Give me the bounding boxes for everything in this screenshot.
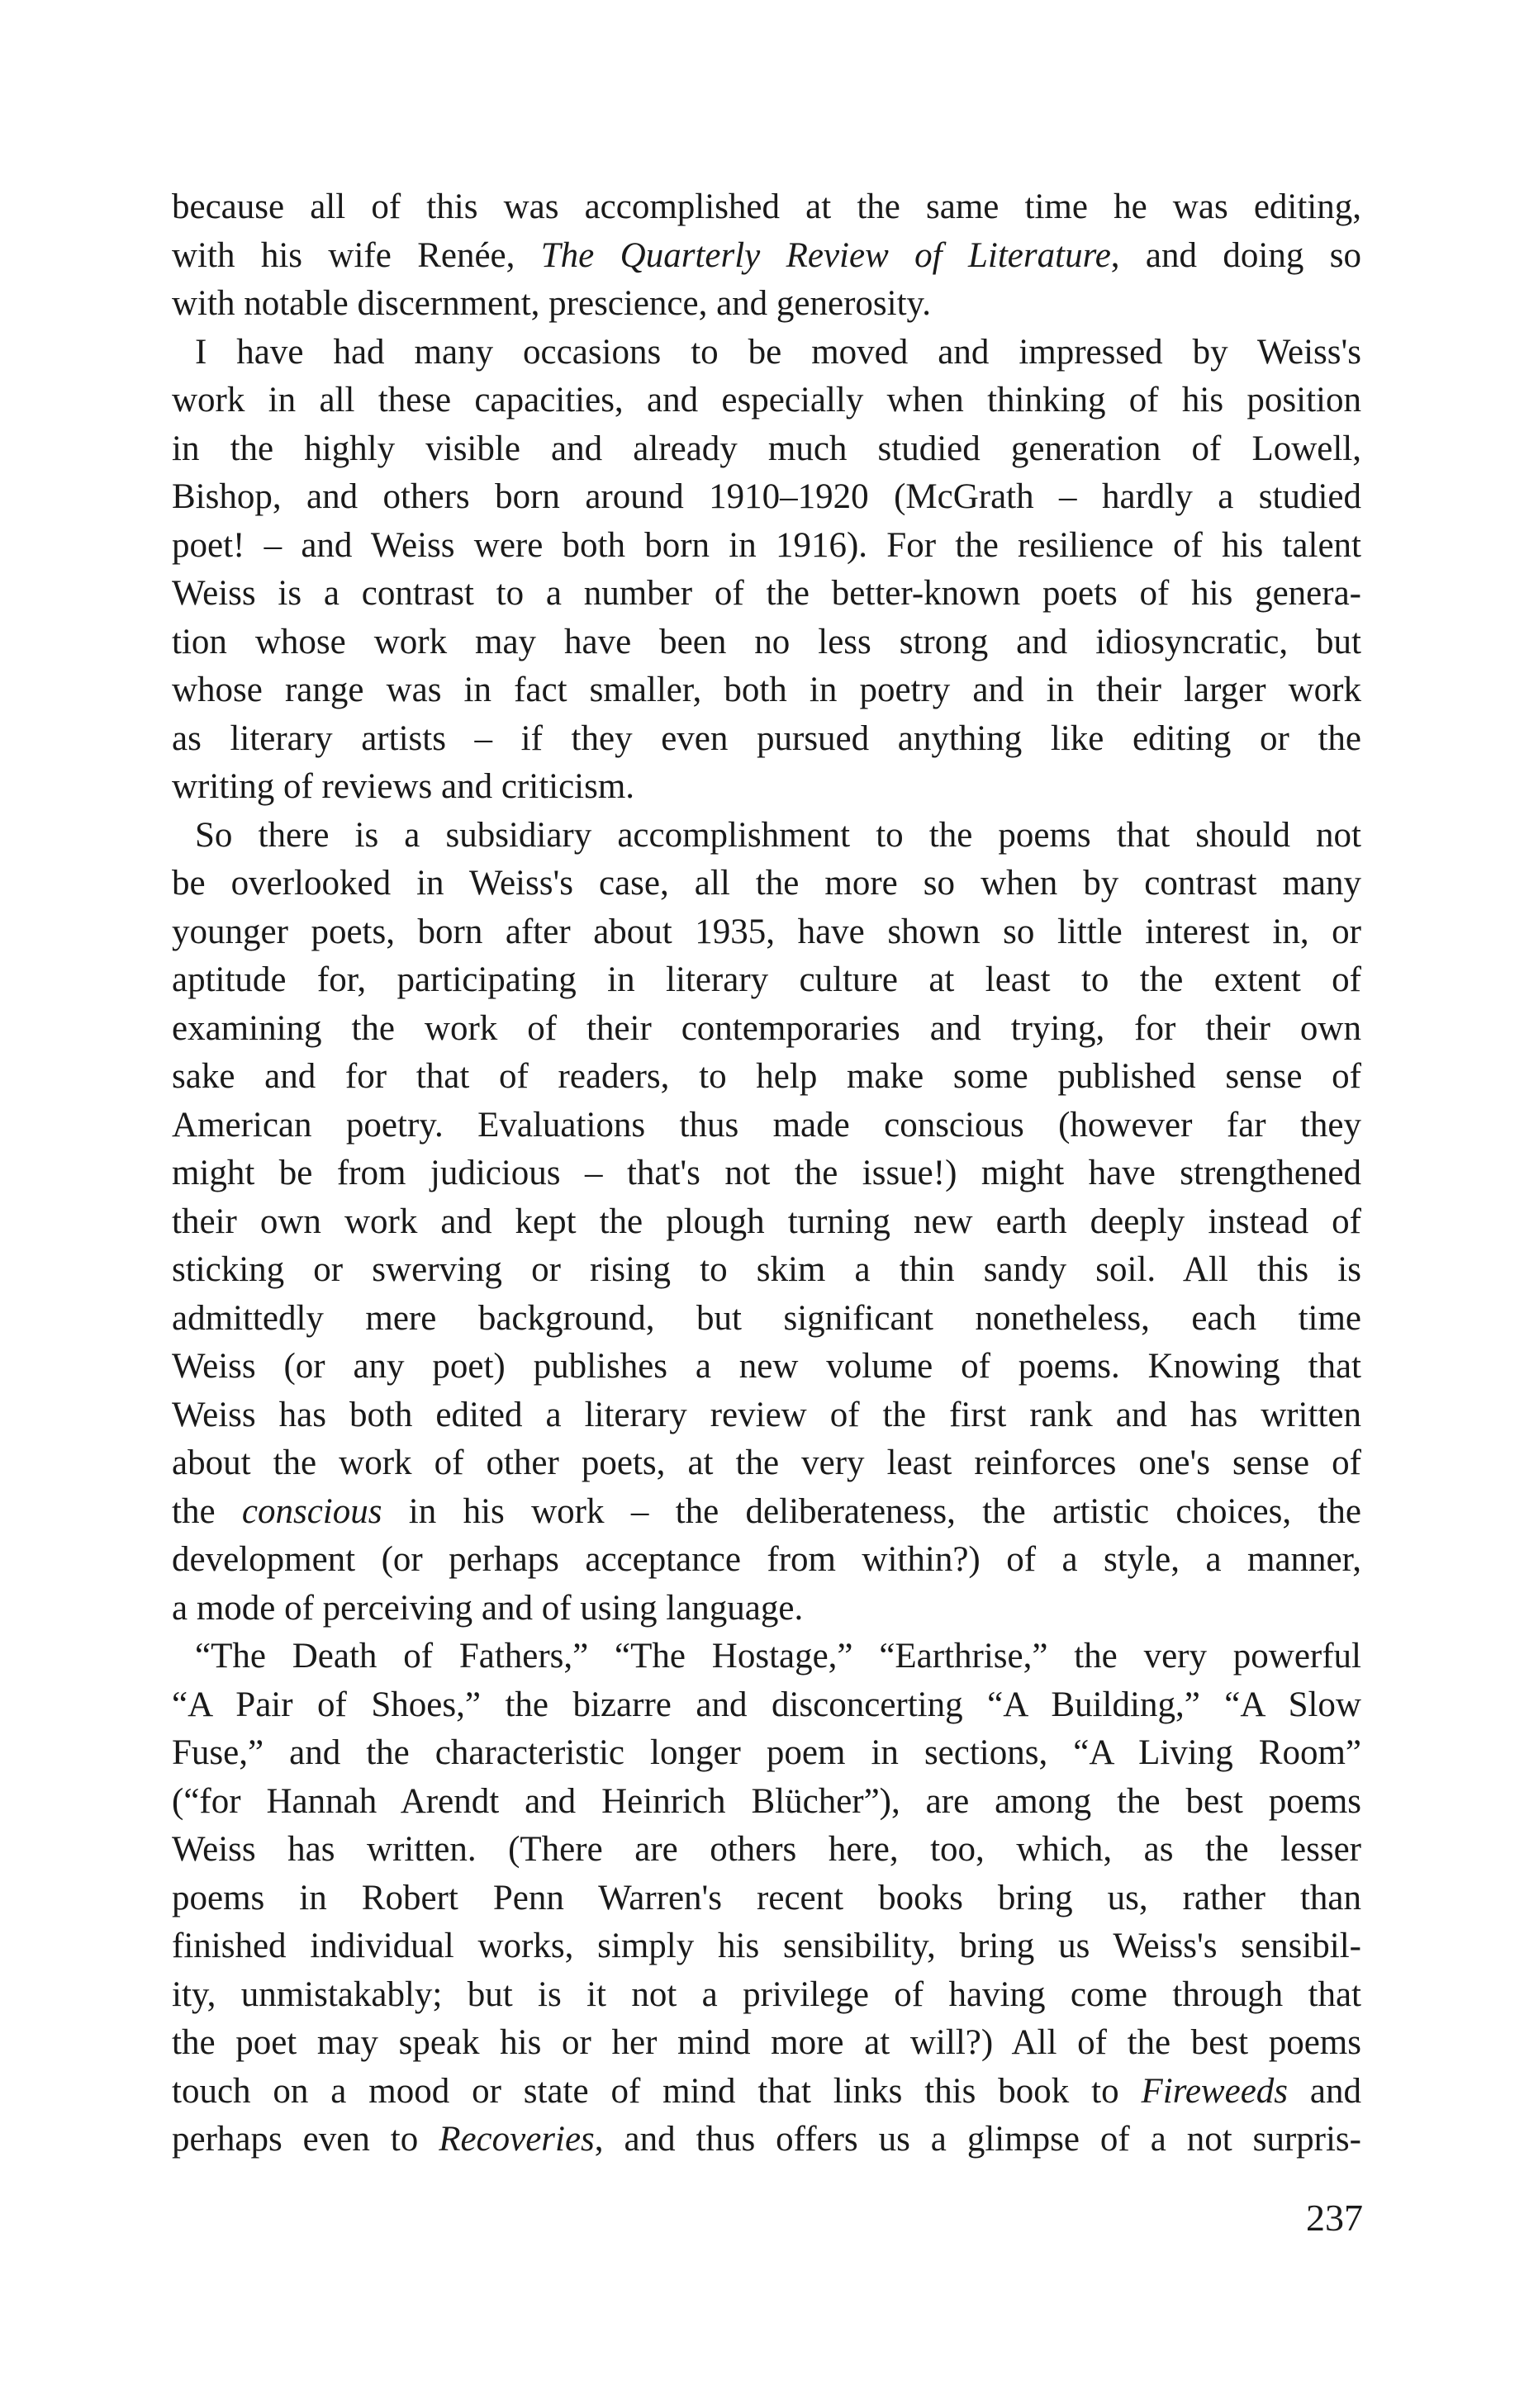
text-run: , and thus offers us a glimpse of a not surpris- [594,2120,1361,2159]
text-run: Weiss is a contrast to a number of the better-known poets of his genera- [172,574,1361,613]
text-line [172,1875,1361,1923]
italic-title: Recoveries [439,2120,595,2159]
text-run: Weiss has both edited a literary review of the first rank and has written [172,1395,1361,1434]
text-line [172,1633,1361,1681]
text-run: finished individual works, simply his sensibility, bring us Weiss's sensibil- [172,1927,1361,1965]
text-run: the [172,1491,242,1531]
text-line [172,522,1361,571]
italic-title: conscious [241,1491,382,1531]
text-run: younger poets, born after about 1935, have shown so little interest in, or [172,912,1361,951]
text-line [172,1053,1361,1102]
text-run: in the highly visible and already much studied generation of Lowell, [172,429,1361,468]
text-line [172,715,1361,764]
text-line [172,1343,1361,1391]
text-run: a mode of perceiving and of using language. [172,1588,804,1628]
text-line [172,666,1361,715]
text-line [172,1922,1361,1971]
text-line [172,908,1361,957]
text-line [172,1488,1361,1537]
text-run: because all of this was accomplished at the same time he was editing, [172,187,1361,226]
text-line [172,1005,1361,1054]
text-line [172,2116,1361,2164]
text-line [172,1681,1361,1730]
text-run: as literary artists – if they even pursued anything like editing or the [172,718,1361,758]
text-line [172,232,1361,281]
text-line [172,570,1361,619]
text-run: So there is a subsidiary accomplishment to the poems that should not [195,815,1361,855]
text-run: in his work – the deliberateness, the artistic choices, the [382,1491,1361,1531]
text-run: be overlooked in Weiss's case, all the more so when by contrast many [172,864,1361,903]
text-line [172,2019,1361,2068]
text-line [172,860,1361,908]
text-run: aptitude for, participating in literary culture at least to the extent of [172,960,1361,999]
text-line [172,1536,1361,1585]
text-line [172,1391,1361,1440]
text-run: ity, unmistakably; but is it not a privilege of having come through that [172,1974,1361,2014]
text-run: I have had many occasions to be moved and impressed by Weiss's [195,332,1361,372]
text-line [172,425,1361,474]
text-line [172,2068,1361,2116]
text-run: Bishop, and others born around 1910–1920 (McGrath – hardly a studied [172,477,1361,516]
text-line [172,1729,1361,1778]
text-line [172,1246,1361,1295]
text-run: Weiss (or any poet) publishes a new volume of poems. Knowing that [172,1347,1361,1386]
text-line [172,763,1361,812]
text-run: American poetry. Evaluations thus made conscious (however far they [172,1105,1361,1145]
text-line [172,1295,1361,1344]
text-run: about the work of other poets, at the very least reinforces one's sense of [172,1443,1361,1482]
text-line [172,280,1361,329]
text-line [172,1102,1361,1150]
text-run: Weiss has written. (There are others here, too, which, as the lesser [172,1830,1361,1869]
text-line [172,1198,1361,1247]
text-run: “A Pair of Shoes,” the bizarre and disconcerting “A Building,” “A Slow [172,1685,1361,1724]
text-run: touch on a mood or state of mind that links this book to [172,2071,1142,2111]
text-run: and [1288,2071,1361,2111]
text-run: development (or perhaps acceptance from within?) of a style, a manner, [172,1540,1361,1579]
text-line [172,183,1361,232]
body-text [172,183,1361,2164]
text-run: admittedly mere background, but significant nonetheless, each time [172,1298,1361,1338]
text-line [172,1439,1361,1488]
text-run: with his wife Renée, [172,235,541,275]
text-run: work in all these capacities, and especially when thinking of his position [172,381,1361,420]
text-run: sake and for that of readers, to help make some published sense of [172,1057,1361,1096]
text-run: poems in Robert Penn Warren's recent books bring us, rather than [172,1878,1361,1917]
text-line [172,329,1361,377]
text-run: perhaps even to [172,2120,439,2159]
text-line [172,1826,1361,1875]
text-run: Fuse,” and the characteristic longer poem in sections, “A Living Room” [172,1733,1361,1772]
text-run: might be from judicious – that's not the issue!) might have strengthened [172,1154,1361,1192]
text-run: , and doing so [1110,235,1361,275]
text-line [172,1778,1361,1827]
text-run: “The Death of Fathers,” “The Hostage,” “Earthrise,” the very powerful [195,1637,1361,1676]
italic-title: The Quarterly Review of Literature [540,235,1111,275]
italic-title: Fireweeds [1141,2071,1289,2111]
page-number: 237 [1306,2197,1363,2239]
text-line [172,956,1361,1005]
text-run: poet! – and Weiss were both born in 1916). For the resilience of his talent [172,525,1361,565]
text-line [172,1971,1361,2020]
text-line [172,473,1361,522]
text-run: their own work and kept the plough turning new earth deeply instead of [172,1202,1361,1241]
text-run: whose range was in fact smaller, both in poetry and in their larger work [172,671,1361,709]
text-line [172,377,1361,425]
text-line [172,1585,1361,1633]
text-run: tion whose work may have been no less strong and idiosyncratic, but [172,622,1361,661]
text-run: sticking or swerving or rising to skim a thin sandy soil. All this is [172,1250,1361,1289]
text-run: with notable discernment, prescience, and generosity. [172,284,931,323]
text-line [172,619,1361,667]
text-run: (“for Hannah Arendt and Heinrich Blücher”), are among the best poems [172,1781,1361,1821]
text-line [172,812,1361,860]
text-run: the poet may speak his or her mind more at will?) All of the best poems [172,2023,1361,2062]
text-run: writing of reviews and criticism. [172,767,635,806]
text-run: examining the work of their contemporaries and trying, for their own [172,1008,1361,1048]
text-line [172,1149,1361,1198]
